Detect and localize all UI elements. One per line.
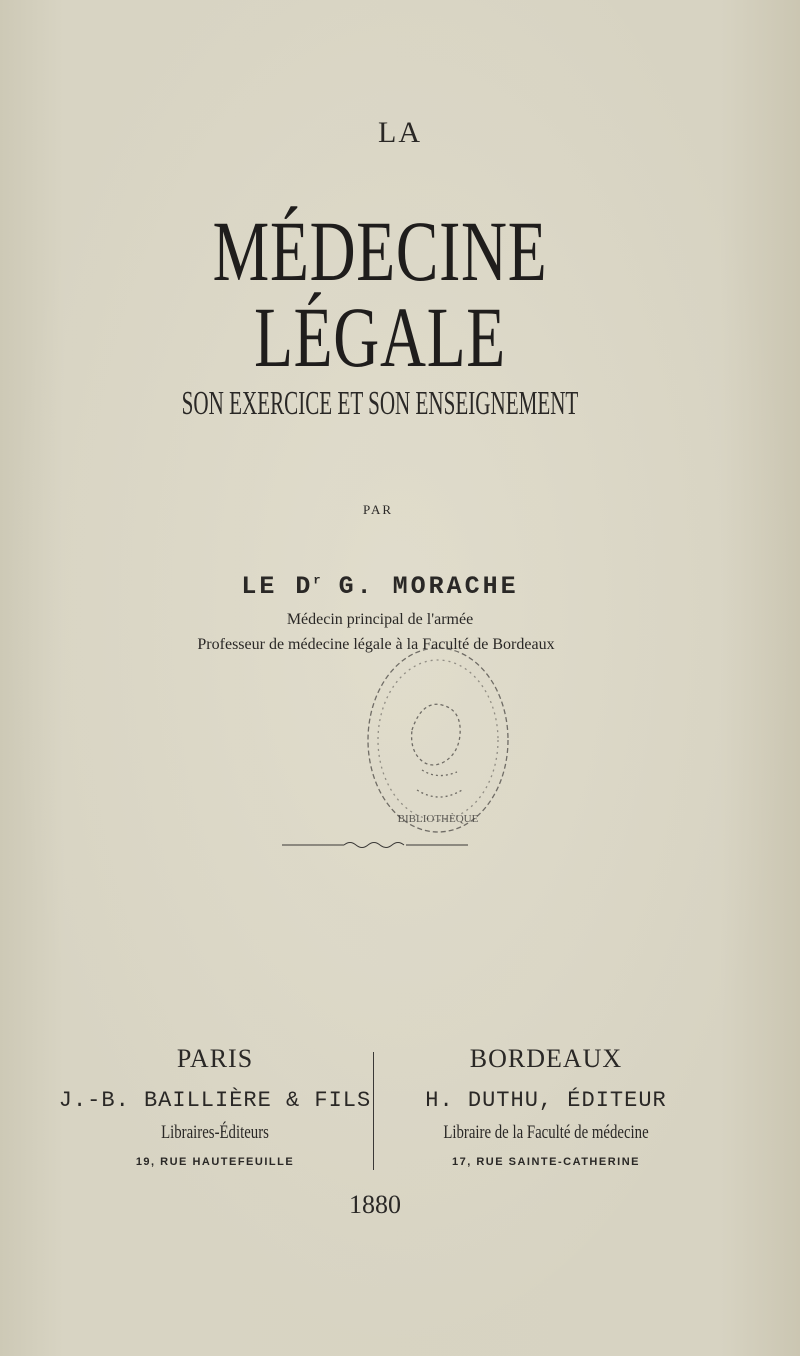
author-prefix: LE <box>241 572 278 601</box>
book-title: MÉDECINE LÉGALE <box>212 203 548 385</box>
bordeaux-publisher: H. DUTHU, ÉDITEUR <box>425 1088 667 1113</box>
author-role-1: Médecin principal de l'armée <box>286 611 474 628</box>
author-title-suffix: r <box>313 573 321 588</box>
column-divider <box>373 1052 374 1170</box>
title-article: LA <box>378 116 422 149</box>
stamp-text: BIBLIOTHÈQUE <box>397 813 479 825</box>
bordeaux-address: 17, RUE SAINTE-CATHERINE <box>452 1156 640 1168</box>
by-line: PAR <box>362 502 394 517</box>
library-stamp <box>362 640 518 840</box>
paris-address: 19, RUE HAUTEFEUILLE <box>135 1156 295 1168</box>
paris-city: PARIS <box>176 1044 254 1073</box>
paris-publisher: J.-B. BAILLIÈRE & FILS <box>58 1088 372 1113</box>
publication-year: 1880 <box>349 1190 401 1219</box>
author-role-2: Professeur de médecine légale à la Faculté de Bordeaux <box>197 636 555 653</box>
book-subtitle: SON EXERCICE ET SON ENSEIGNEMENT <box>181 385 579 422</box>
author-name: LE $D^r$ G. MORACHE <box>241 572 519 601</box>
paris-role: Libraires-Éditeurs <box>161 1122 269 1143</box>
bordeaux-role: Libraire de la Faculté de médecine <box>443 1122 649 1143</box>
bordeaux-city: BORDEAUX <box>469 1044 623 1073</box>
author-surname: G. MORACHE <box>338 572 519 601</box>
ornament-rule <box>282 838 468 852</box>
